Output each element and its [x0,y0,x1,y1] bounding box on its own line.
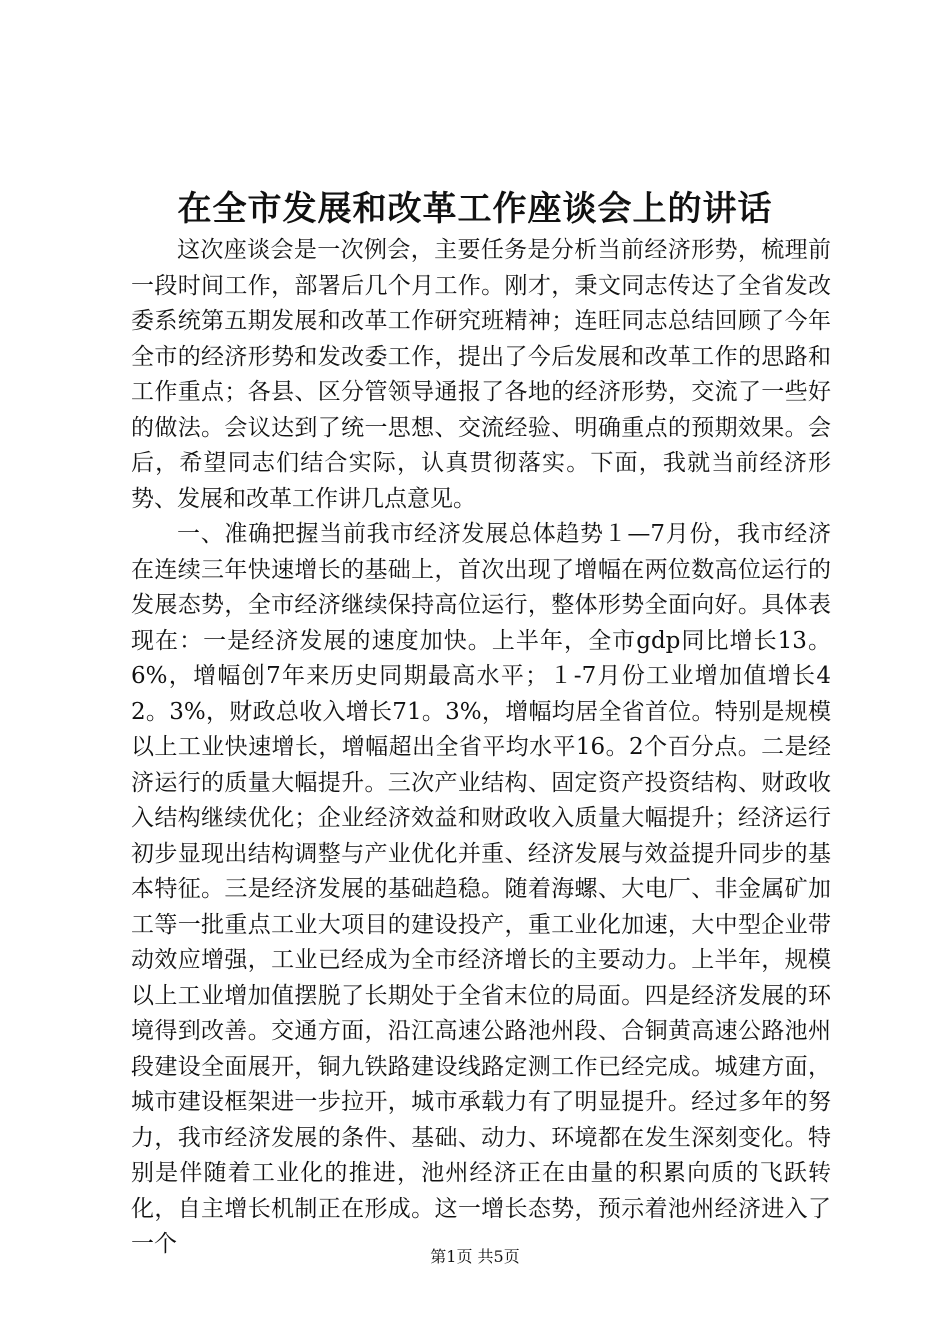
page-number-footer: 第1页 共5页 [430,1247,520,1266]
document-body [131,233,831,1263]
paragraph-intro: 这次座谈会是一次例会，主要任务是分析当前经济形势，梳理前一段时间工作，部署后几个月工作。刚才，秉文同志传达了全省发改委系统第五期发展和改革工作研究班精神；连旺同志总结回顾了今年全市的经济形势和发改委工作，提出了今后发展和改革工作的思路和工作重点；各县、区分管领导通报了各地的经济形势，交流了一些好的做法。会议达到了统一思想、交流经验、明确重点的预期效果。会后，希望同志们结合实际，认真贯彻落实。下面，我就当前经济形势、发展和改革工作讲几点意见。 [131,237,831,512]
paragraph-section-one: 一、准确把握当前我市经济发展总体趋势１—7月份，我市经济在连续三年快速增长的基础上，首次出现了增幅在两位数高位运行的发展态势，全市经济继续保持高位运行，整体形势全面向好。具体表现在：一是经济发展的速度加快。上半年，全市gdp同比增长13。6%，增幅创7年来历史同期最高水平；１-7月份工业增加值增长42。3%，财政总收入增长71。3%，增幅均居全省首位。特别是规模以上工业快速增长，增幅超出全省平均水平16。2个百分点。二是经济运行的质量大幅提升。三次产业结构、固定资产投资结构、财政收入结构继续优化；企业经济效益和财政收入质量大幅提升；经济运行初步显现出结构调整与产业优化并重、经济发展与效益提升同步的基本特征。三是经济发展的基础趋稳。随着海螺、大电厂、非金属矿加工等一批重点工业大项目的建设投产，重工业化加速，大中型企业带动效应增强，工业已经成为全市经济增长的主要动力。上半年，规模以上工业增加值摆脱了长期处于全省末位的局面。四是经济发展的环境得到改善。交通方面，沿江高速公路池州段、合铜黄高速公路池州段建设全面展开，铜九铁路建设线路定测工作已经完成。城建方面，城市建设框架进一步拉开，城市承载力有了明显提升。经过多年的努力，我市经济发展的条件、基础、动力、环境都在发生深刻变化。特别是伴随着工业化的推进，池州经济正在由量的积累向质的飞跃转化，自主增长机制正在形成。这一增长态势，预示着池州经济进入了一个 [131,521,831,1257]
document-title: 在全市发展和改革工作座谈会上的讲话 [177,189,773,229]
